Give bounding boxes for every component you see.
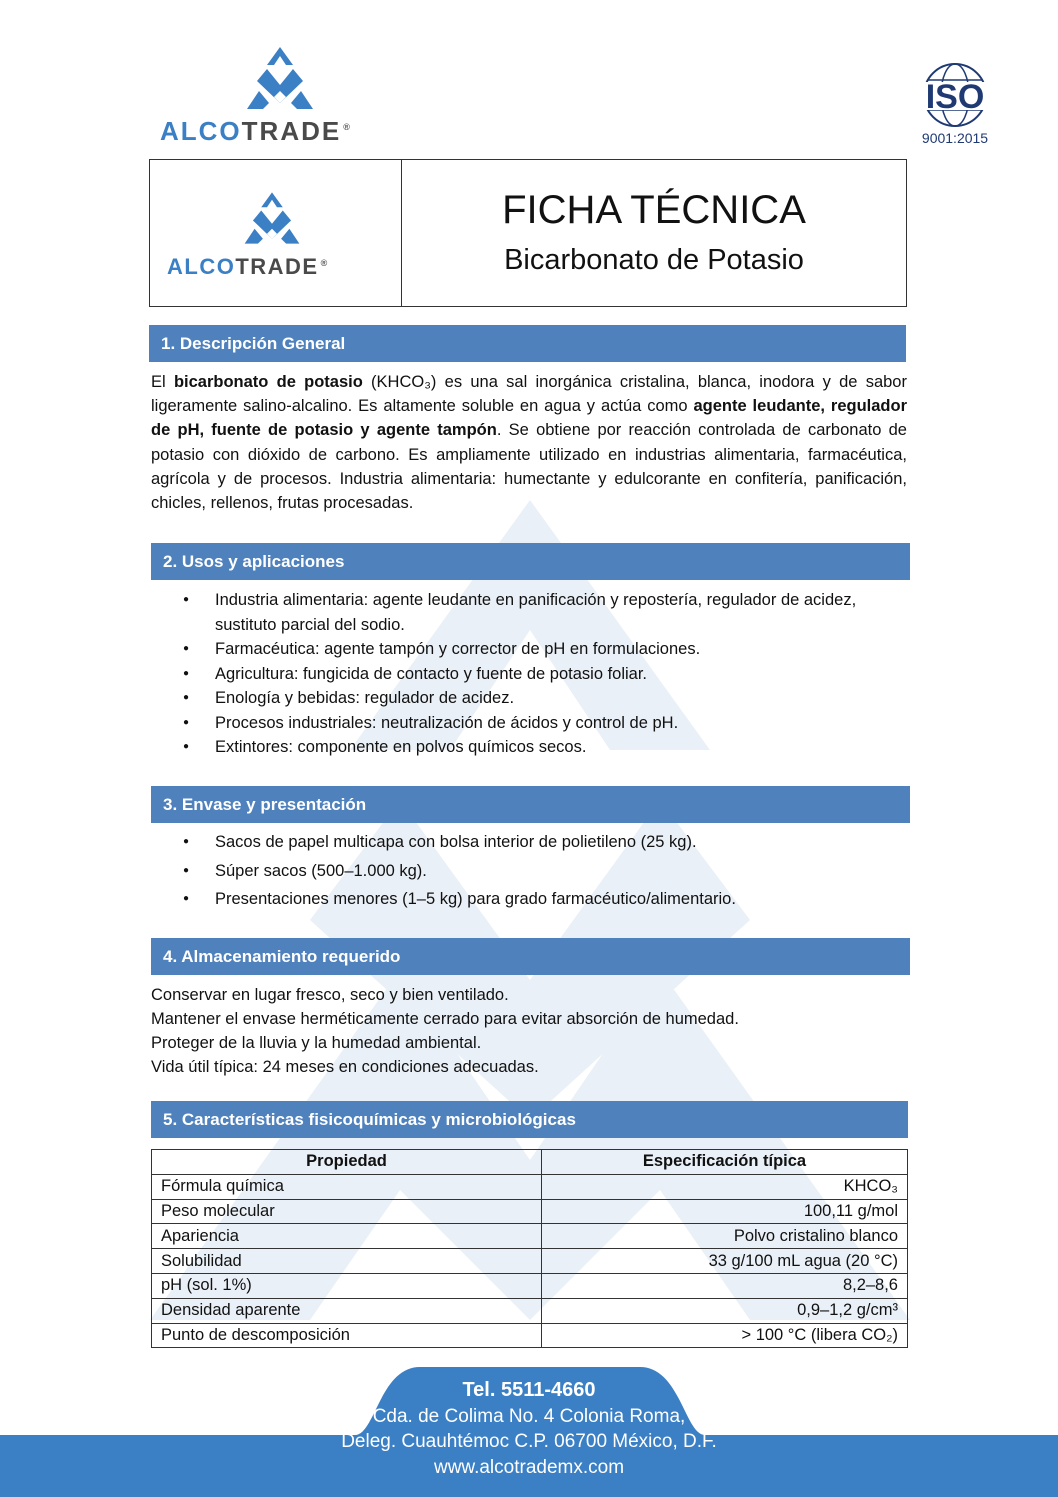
alcotrade-mark-icon (243, 190, 301, 246)
table-row (152, 1298, 908, 1323)
section-heading-packaging: 3. Envase y presentación (151, 786, 910, 823)
table-row (152, 1323, 908, 1348)
footer-address-line2: Deleg. Cuauhtémoc C.P. 06700 México, D.F. (341, 1431, 717, 1452)
section-heading-storage: 4. Almacenamiento requerido (151, 938, 910, 975)
brand-wordmark: ALCOTRADE ® (167, 254, 329, 279)
property-cell: pH (sol. 1%) (152, 1273, 542, 1298)
column-header-spec: Especificación típica (542, 1150, 908, 1175)
packaging-list (151, 830, 911, 912)
list-item: ● Sacos de papel multicapa con bolsa interior de polietileno (25 kg). (151, 830, 911, 855)
spec-cell: 100,11 g/mol (542, 1199, 908, 1224)
list-item: ● Extintores: componente en polvos químicos secos. (151, 735, 911, 760)
storage-lines (151, 983, 739, 1079)
table-row (152, 1273, 908, 1298)
storage-line: Proteger de la lluvia y la humedad ambiental. (151, 1034, 482, 1052)
uses-list (151, 588, 911, 760)
spec-cell: > 100 °C (libera CO₂) (542, 1323, 908, 1348)
globe-icon (905, 62, 1005, 128)
iso-badge (905, 62, 1005, 147)
table-row (152, 1199, 908, 1224)
list-item: ● Presentaciones menores (1–5 kg) para grado farmacéutico/alimentario. (151, 887, 911, 912)
list-item: ● Industria alimentaria: agente leudante en panificación y repostería, regulador de acidez, sustituto parcial del sodio. (151, 588, 911, 637)
property-cell: Densidad aparente (152, 1298, 542, 1323)
storage-line: Vida útil típica: 24 meses en condiciones adecuadas. (151, 1058, 539, 1076)
brand-wordmark: ALCOTRADE ® (160, 116, 352, 146)
footer-website[interactable]: www.alcotrademx.com (433, 1456, 625, 1478)
list-item: ● Enología y bebidas: regulador de acidez. (151, 686, 911, 711)
column-header-property: Propiedad (152, 1150, 542, 1175)
spec-cell: 0,9–1,2 g/cm³ (542, 1298, 908, 1323)
footer-contact (0, 1378, 1058, 1480)
footer-address-line1: Cda. de Colima No. 4 Colonia Roma, (372, 1405, 686, 1427)
section-heading-uses: 2. Usos y aplicaciones (151, 543, 910, 580)
iso-label: ISO (925, 78, 985, 116)
alcotrade-mark-icon (245, 45, 315, 111)
spec-cell: 33 g/100 mL agua (20 °C) (542, 1249, 908, 1274)
table-row (152, 1224, 908, 1249)
storage-line: Conservar en lugar fresco, seco y bien ventilado. (151, 986, 509, 1004)
table-row (152, 1174, 908, 1199)
storage-line: Mantener el envase herméticamente cerrado para evitar absorción de humedad. (151, 1010, 739, 1028)
document-subtitle: Bicarbonato de Potasio (504, 244, 804, 276)
list-item: ● Procesos industriales: neutralización de ácidos y control de pH. (151, 711, 911, 736)
section-heading-description: 1. Descripción General (149, 325, 906, 362)
section-heading-properties: 5. Características fisicoquímicas y microbiológicas (151, 1101, 908, 1138)
header-logo (150, 45, 410, 145)
property-cell: Punto de descomposición (152, 1323, 542, 1348)
table-row (152, 1249, 908, 1274)
description-paragraph: El bicarbonato de potasio (KHCO₃) es una sal inorgánica cristalina, blanca, inodora y de sabor ligeramente salino-alcalino. Es altamente soluble en agua y actúa como agente leudante, regulador de pH, fuente de potasio y agente tampón. Se obtiene por reacción controlada de carbonato de potasio con dióxido de carbono. Es ampliamente utilizado en industrias alimentaria, farmacéutica, agrícola y de procesos. Industria alimentaria: humectante y edulcorante en confitería, panificación, chicles, rellenos, frutas procesadas. (151, 373, 907, 513)
document-title: FICHA TÉCNICA (502, 188, 806, 232)
title-box-logo (165, 190, 385, 280)
list-item: ● Súper sacos (500–1.000 kg). (151, 859, 911, 884)
title-box (149, 159, 907, 307)
property-cell: Fórmula química (152, 1174, 542, 1199)
spec-cell: KHCO₃ (542, 1174, 908, 1199)
property-cell: Peso molecular (152, 1199, 542, 1224)
property-cell: Apariencia (152, 1224, 542, 1249)
table-header-row (152, 1150, 908, 1175)
list-item: ● Agricultura: fungicida de contacto y fuente de potasio foliar. (151, 662, 911, 687)
spec-cell: Polvo cristalino blanco (542, 1224, 908, 1249)
list-item: ● Farmacéutica: agente tampón y corrector de pH en formulaciones. (151, 637, 911, 662)
iso-standard: 9001:2015 (921, 130, 989, 146)
property-cell: Solubilidad (152, 1249, 542, 1274)
footer-phone: Tel. 5511-4660 (462, 1379, 596, 1401)
title-box-divider (401, 160, 402, 306)
properties-table (151, 1149, 908, 1348)
spec-cell: 8,2–8,6 (542, 1273, 908, 1298)
